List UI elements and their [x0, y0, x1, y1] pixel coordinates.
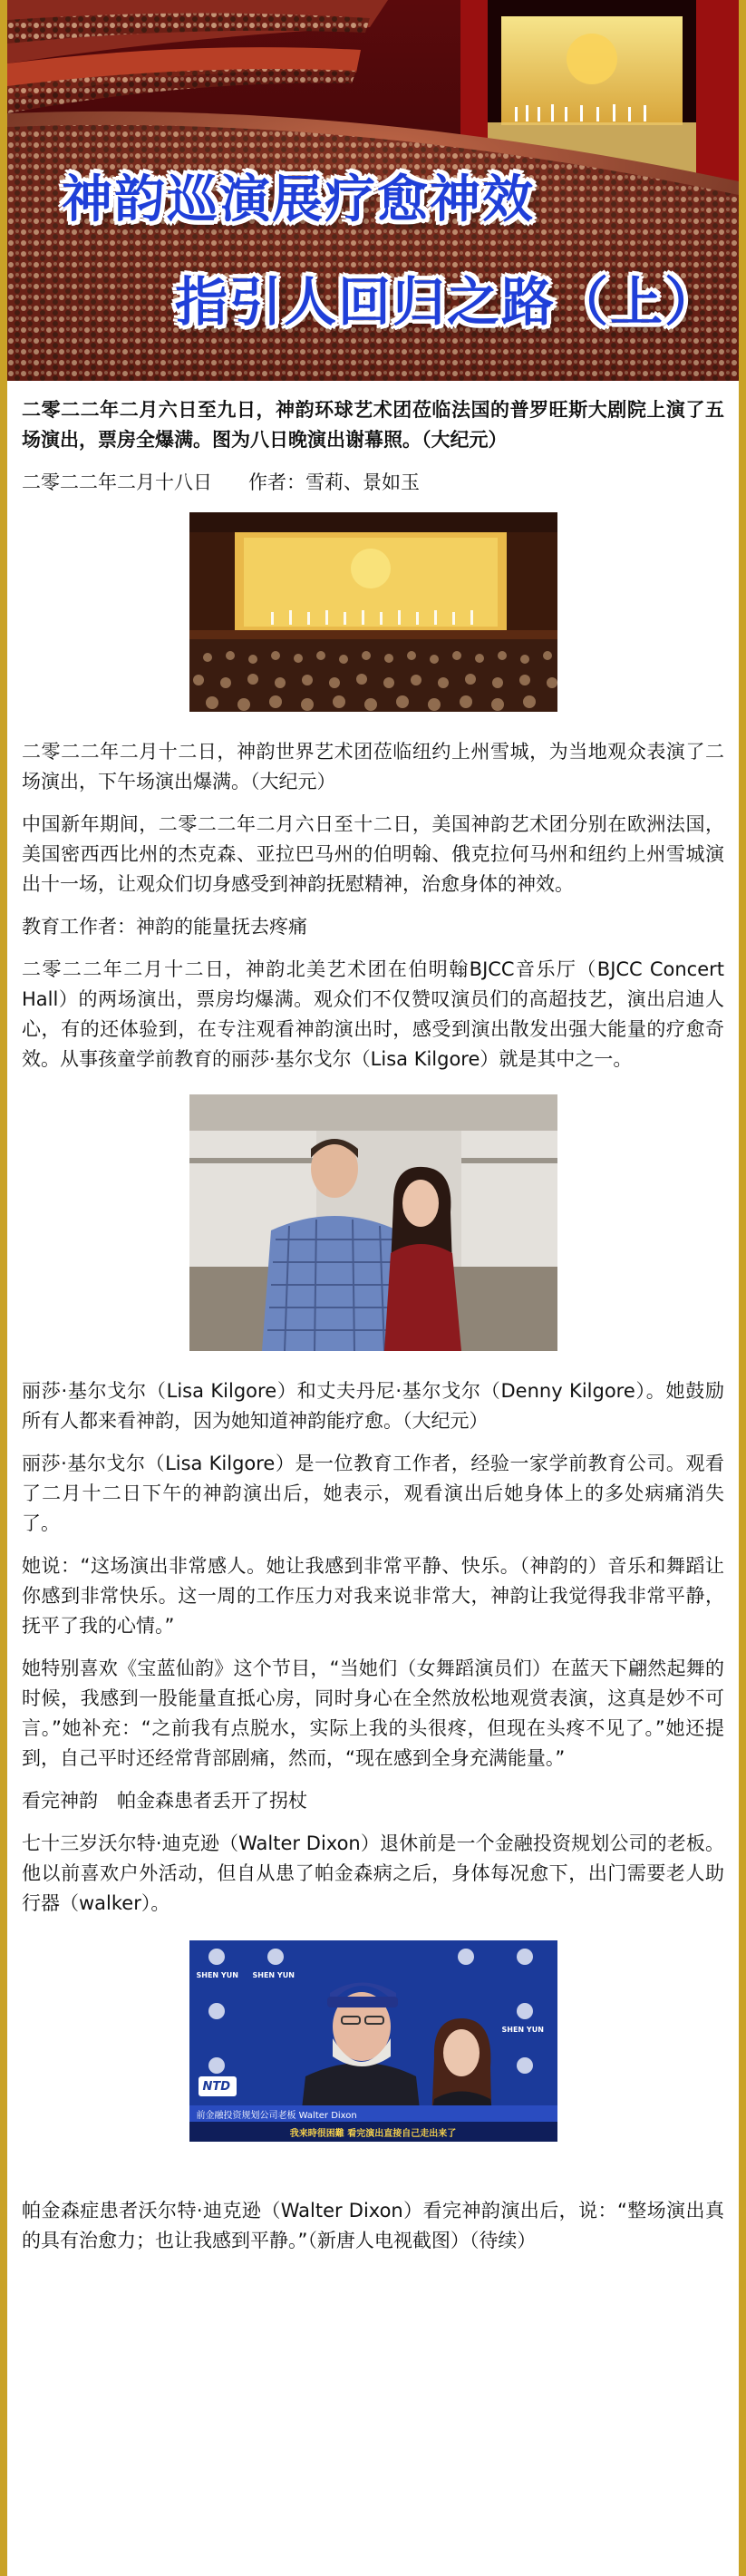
subhead-educator: 教育工作者：神韵的能量抚去疼痛 — [22, 916, 307, 938]
video-channel-logo: NTD — [202, 2080, 231, 2094]
subhead-parkinson: 看完神韵 帕金森患者丢开了拐杖 — [22, 1790, 307, 1812]
paragraph-kilgore-intro: 丽莎·基尔戈尔（Lisa Kilgore）是一位教育工作者，经验一家学前教育公司。观看了二月十二日下午的神韵演出后，她表示，观看演出后她身体上的多处病痛消失了。 — [22, 1453, 724, 1534]
photo-dixon-interview — [189, 1940, 557, 2142]
video-backdrop-text-2: SHEN YUN — [252, 1971, 295, 1979]
top-photo-caption: 二零二二年二月六日至九日，神韵环球艺术团莅临法国的普罗旺斯大剧院上演了五场演出，票房全爆满。图为八日晚演出谢幕照。（大纪元） — [22, 399, 724, 451]
photo-3-caption: 帕金森症患者沃尔特·迪克逊（Walter Dixon）看完神韵演出后，说：“整场演出真的具有治愈力；也让我感到平静。”（新唐人电视截图）（待续） — [22, 2200, 724, 2251]
paragraph-blue-fairy: 她特别喜欢《宝蓝仙韵》这个节目，“当她们（女舞蹈演员们）在蓝天下翩然起舞的时候，我感到一股能量直抵心房，同时身心在全然放松地观赏表演，这真是妙不可言。”她补充：“之前我有点脱水，实际上我的头很疼，但现在头疼不见了。”她还提到，自己平时还经常背部剧痛，然而，“现在感到全身充满能量。” — [22, 1657, 724, 1769]
paragraph-kilgore-quote: 她说：“这场演出非常感人。她让我感到非常平静、快乐。（神韵的）音乐和舞蹈让你感到非常快乐。这一周的工作压力对我来说非常大，神韵让我觉得我非常平静，抚平了我的心情。” — [22, 1555, 724, 1637]
banner-title-line-1: 神韵巡演展疗愈神效 — [62, 170, 535, 229]
banner — [7, 0, 739, 381]
stage-photo-art — [189, 512, 557, 712]
video-backdrop-text-3: SHEN YUN — [501, 2026, 544, 2034]
photo-2-caption: 丽莎·基尔戈尔（Lisa Kilgore）和丈夫丹尼·基尔戈尔（Denny Kilgore）。她鼓励所有人都来看神韵，因为她知道神韵能疗愈。（大纪元） — [22, 1380, 724, 1432]
author: 作者：雪莉、景如玉 — [248, 471, 420, 493]
intro-paragraph: 中国新年期间，二零二二年二月六日至十二日，美国神韵艺术团分别在欧洲法国，美国密西西比州的杰克森、亚拉巴马州的伯明翰、俄克拉何马州和纽约上州雪城演出十一场，让观众们切身感受到神韵抚慰精神，治愈身体的神效。 — [22, 813, 724, 895]
banner-title-line-2: 指引人回归之路（上） — [175, 271, 720, 333]
video-lower-third-name: 前金融投资规划公司老板 Walter Dixon — [196, 2111, 357, 2121]
article — [7, 381, 739, 2256]
video-lower-third-quote: 我来時很困難 看完演出直接自己走出来了 — [289, 2129, 457, 2139]
video-backdrop-text-1: SHEN YUN — [196, 1971, 238, 1979]
publish-date: 二零二二年二月十八日 — [22, 471, 212, 493]
photo-1-caption: 二零二二年二月十二日，神韵世界艺术团莅临纽约上州雪城，为当地观众表演了二场演出，下午场演出爆满。（大纪元） — [22, 741, 724, 792]
paragraph-dixon-intro: 七十三岁沃尔特·迪克逊（Walter Dixon）退休前是一个金融投资规划公司的老板。他以前喜欢户外活动，但自从患了帕金森病之后，身体每况愈下，出门需要老人助行器（walker）。 — [22, 1832, 724, 1914]
couple-photo-art — [189, 1094, 557, 1351]
photo-kilgore-couple — [189, 1094, 557, 1351]
byline — [22, 468, 724, 498]
paragraph-bjcc: 二零二二年二月十二日，神韵北美艺术团在伯明翰BJCC音乐厅（BJCC Concert Hall）的两场演出，票房均爆满。观众们不仅赞叹演员们的高超技艺，演出启迪人心，有的还体验到，在专注观看神韵演出时，感受到演出散发出强大能量的疗愈奇效。从事孩童学前教育的丽莎·基尔戈尔（Lisa Kilgore）就是其中之一。 — [22, 958, 724, 1070]
photo-stage-curtain-call — [189, 512, 557, 712]
